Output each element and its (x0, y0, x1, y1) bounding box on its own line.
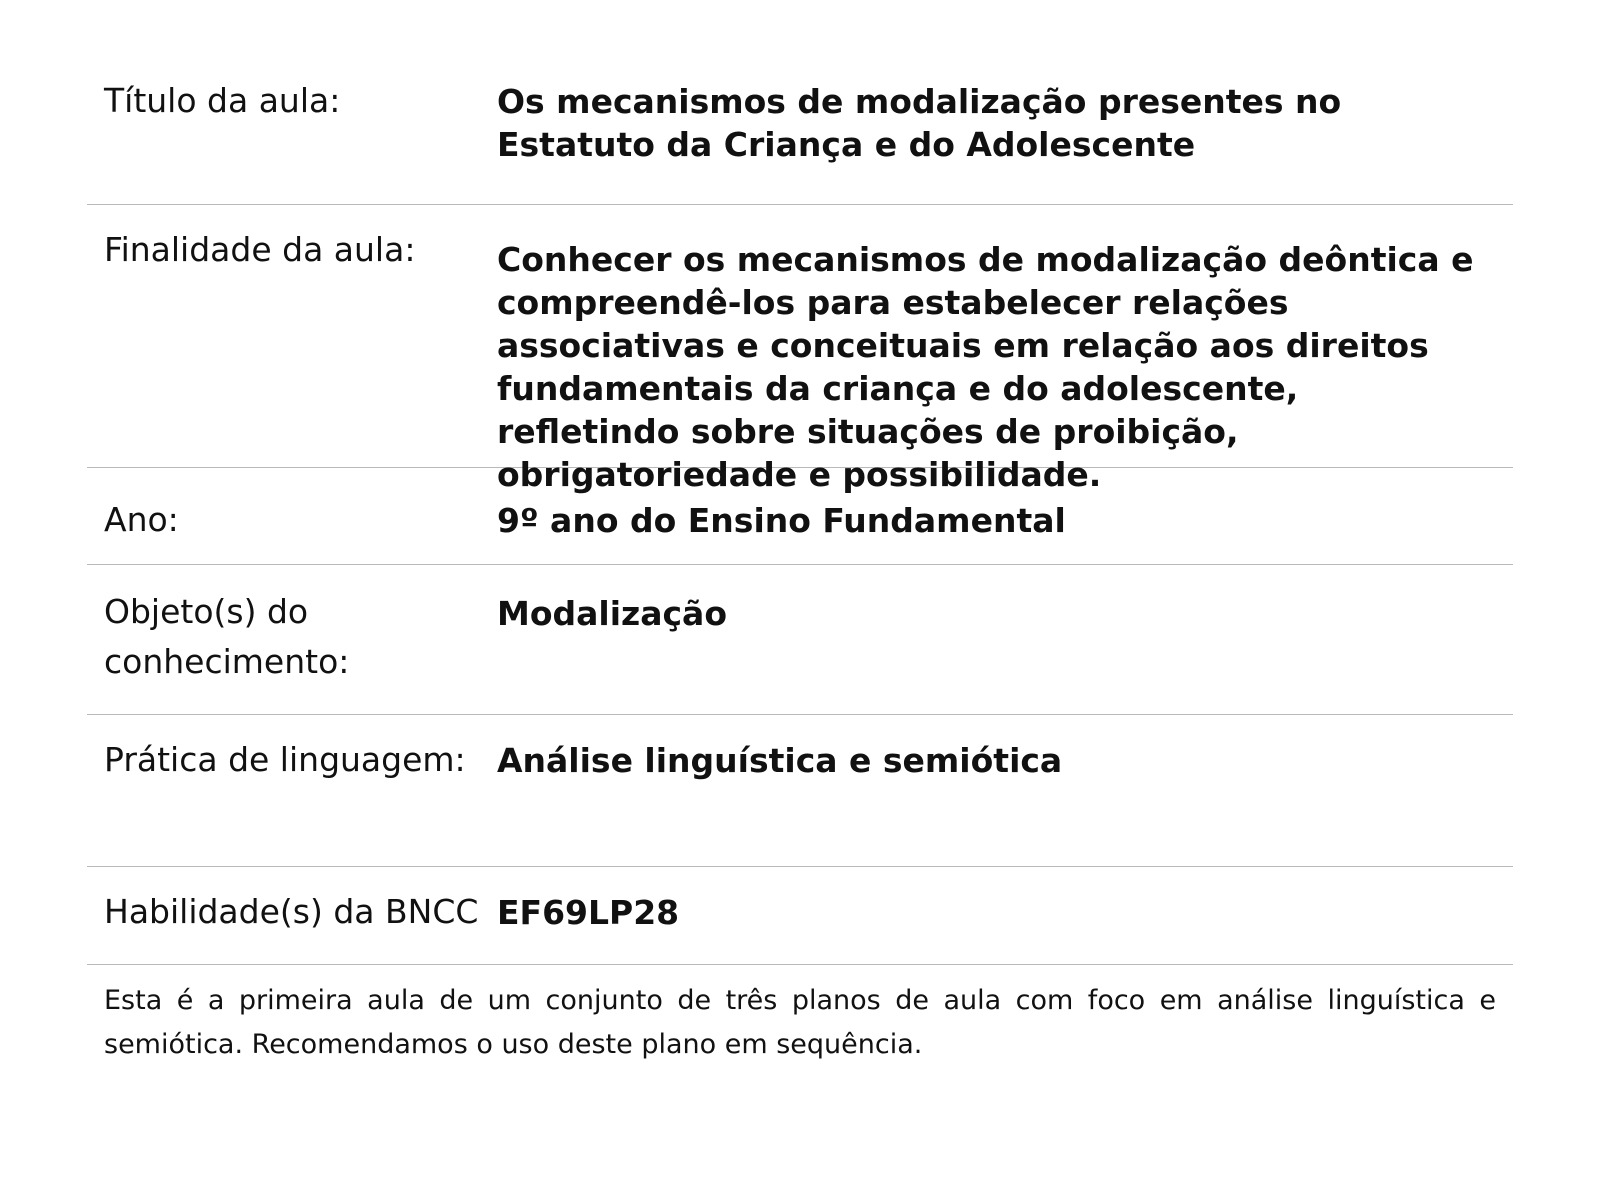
objeto-label (87, 587, 497, 714)
row-objeto (87, 565, 1513, 715)
titulo-label: Título da aula: (104, 81, 341, 120)
objeto-label-line2: conhecimento: (104, 642, 350, 681)
titulo-value-line2: Estatuto da Criança e do Adolescente (497, 125, 1196, 164)
row-finalidade (87, 205, 1513, 494)
pratica-value: Análise linguística e semiótica (497, 741, 1063, 780)
sequence-note: Esta é a primeira aula de um conjunto de três planos de aula com foco em análise linguística e semiótica. Recomendamos o uso deste plano em sequência. (104, 985, 1496, 1060)
row-titulo (87, 0, 1513, 205)
row-pratica (87, 715, 1513, 867)
titulo-value-line1: Os mecanismos de modalização presentes no (497, 82, 1342, 121)
lesson-plan-table (87, 0, 1513, 1067)
objeto-value: Modalização (497, 594, 728, 633)
habilidade-value: EF69LP28 (497, 893, 680, 932)
pratica-label: Prática de linguagem: (104, 740, 466, 779)
titulo-value (497, 80, 1513, 204)
finalidade-value: Conhecer os mecanismos de modalização deôntica e compreendê-los para estabelecer relações associativas e conceituais em relação aos direitos fundamentais da criança e do adolescente, refletindo sobre situações de proibição, obrigatoriedade e possibilidade. (497, 240, 1474, 494)
row-habilidade (87, 867, 1513, 965)
ano-label: Ano: (104, 500, 179, 539)
habilidade-label: Habilidade(s) da BNCC (104, 892, 479, 931)
ano-value: 9º ano do Ensino Fundamental (497, 501, 1066, 540)
objeto-label-line1: Objeto(s) do (104, 592, 309, 631)
finalidade-label: Finalidade da aula: (104, 230, 416, 269)
